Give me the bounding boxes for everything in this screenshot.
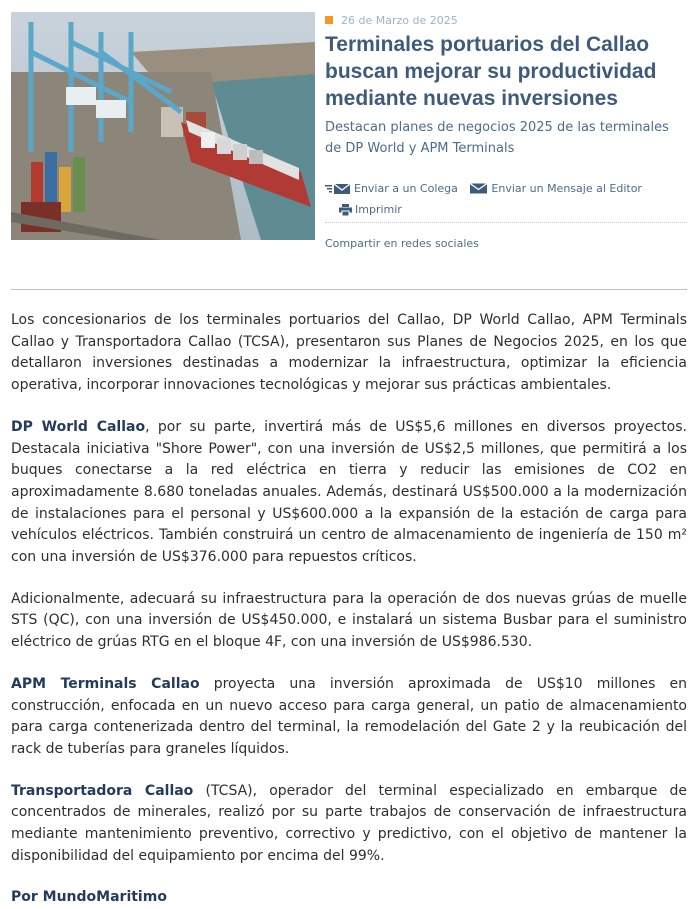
byline: Por MundoMaritimo: [11, 889, 167, 906]
article-photo: [11, 12, 315, 240]
paragraph-dp-world-text: , por su parte, invertirá más de US$5,6 millones en diversos proyectos. Destacala iniciativa "Shore Power", con una inversión de US$2,5 millones, que permitirá a los buques conectarse a la red eléctrica en tierra y reducir las emisiones de CO2 en aproximadamente 8.680 toneladas anuales. Además, destinará US$500.000 a la modernización de instalaciones para el personal y US$600.000 a la expansión de la estación de carga para vehículos eléctricos. También construirá un centro de almacenamiento de ingeniería de 150 m² con una inversión de US$376.000 para repuestos críticos.: [11, 418, 687, 566]
paragraph-apm-text: proyecta una inversión aproximada de US$10 millones en construcción, enfocada en un nuevo acceso para carga general, un patio de almacenamiento para carga contenerizada dentro del terminal, la remodelación del Gate 2 y la reubicación del rack de tuberías para graneles líquidos.: [11, 675, 687, 757]
paragraph-additional: Adicionalmente, adecuará su infraestructura para la operación de dos nuevas grúas de muelle STS (QC), con una inversión de US$450.000, e instalará un sistema Busbar para el suministro eléctrico de grúas RTG en el bloque 4F, con una inversión de US$986.530.: [11, 590, 687, 651]
company-apm: APM Terminals Callao: [11, 675, 200, 692]
article-subtitle: Destacan planes de negocios 2025 de las terminales de DP World y APM Terminals: [325, 120, 669, 156]
paragraph-intro: Los concesionarios de los terminales portuarios del Callao, DP World Callao, APM Terminals Callao y Transportadora Callao (TCSA), presentaron sus Planes de Negocios 2025, en los que detallaron inversiones destinadas a modernizar la infraestructura, optimizar la eficiencia operativa, incorporar innovaciones tecnológicas y mejorar sus prácticas ambientales.: [11, 312, 687, 394]
date-marker-icon: [325, 16, 333, 24]
send-colleague-icon: [325, 183, 351, 194]
article-tools: [325, 182, 687, 219]
paragraph-dp-world: [11, 417, 687, 569]
date-text: 26 de Marzo de 2025: [341, 14, 458, 27]
paragraph-tcsa: [11, 781, 687, 868]
send-colleague-label: Enviar a un Colega: [354, 182, 458, 195]
article-title: Terminales portuarios del Callao buscan mejorar su productividad mediante nuevas inversiones: [325, 33, 657, 110]
send-to-editor-link[interactable]: [470, 182, 642, 195]
article-body: [11, 310, 687, 909]
printer-icon: [339, 204, 352, 216]
tools-divider: [325, 222, 687, 223]
paragraph-apm: [11, 674, 687, 761]
share-social-link[interactable]: Compartir en redes sociales: [325, 237, 479, 250]
publish-date: [325, 13, 687, 29]
paragraph-tcsa-text: (TCSA), operador del terminal especializado en embarque de concentrados de minerales, realizó por su parte trabajos de conservación de infraestructura mediante mantenimiento preventivo, correctivo y predictivo, con el objetivo de mantener la disponibilidad del equipamiento por encima del 99%.: [11, 782, 687, 864]
company-tcsa: Transportadora Callao: [11, 782, 194, 799]
company-dp-world: DP World Callao: [11, 418, 146, 435]
print-link[interactable]: [339, 203, 402, 216]
print-label: Imprimir: [355, 203, 402, 216]
article-header: [325, 13, 687, 159]
send-to-colleague-link[interactable]: [325, 182, 458, 195]
section-divider: [11, 289, 687, 290]
send-editor-label: Enviar un Mensaje al Editor: [491, 182, 642, 195]
mail-icon: [470, 183, 488, 194]
